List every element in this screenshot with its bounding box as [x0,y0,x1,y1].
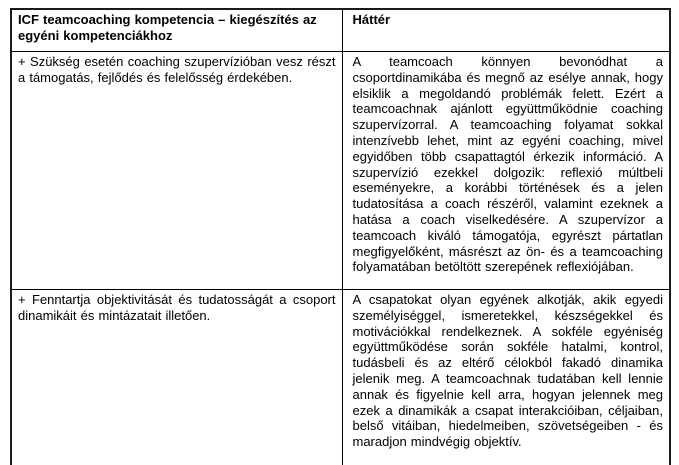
table-row [11,290,670,465]
row-2-background-cell: A csapatokat olyan egyének alkotják, akik egyedi személyiséggel, ismeretekkel, készségekkel és motivációkkal rendelkeznek. A sokféle egyéniség együttműködése során sokféle hatalmi, kontrol, tudásbeli és az eltérő célokból fakadó dinamika jelenik meg. A teamcoachnak tudatában kell lennie annak és figyelnie kell arra, hogyan jelennek meg ezek a dinamikák a csapat interakcióiban, céljaiban, belső vitáiban, hiedelmeiben, szövetségeiben - és maradjon mindvégig objektív. [342,290,670,465]
row-1-competency-cell: + Szükség esetén coaching szupervízióban vesz részt a támogatás, fejlődés és felelősség érdekében. [11,52,342,290]
competency-table [10,8,671,465]
header-cell-background: Háttér [342,9,670,52]
table-header-row [11,9,670,52]
row-1-background-cell: A teamcoach könnyen bevonódhat a csoportdinamikába és megnő az esélye annak, hogy elsiklik a megoldandó problémák felett. Ezért a teamcoachnak ajánlott együttműködnie coaching szupervízorral. A teamcoaching folyamat sokkal intenzívebb lehet, mint az egyéni coaching, mivel egyidőben több csapattagtól érkezik információ. A szupervízió ezekkel dolgozik: reflexió múltbeli eseményekre, a korábbi történések és a jelen tudatosítása a coach részéről, valamint ezeknek a hatása a coach viselkedésére. A szupervízor a teamcoach kiváló támogatója, egyrészt pártatlan megfigyelőként, másrészt az ön- és a teamcoaching folyamatában betöltött szerepének reflexiójában. [342,52,670,290]
header-cell-competency: ICF teamcoaching kompetencia – kiegészítés az egyéni kompetenciákhoz [11,9,342,52]
table-row [11,52,670,290]
row-2-competency-cell: + Fenntartja objektivitását és tudatosságát a csoport dinamikáit és mintázatait illetően. [11,290,342,465]
